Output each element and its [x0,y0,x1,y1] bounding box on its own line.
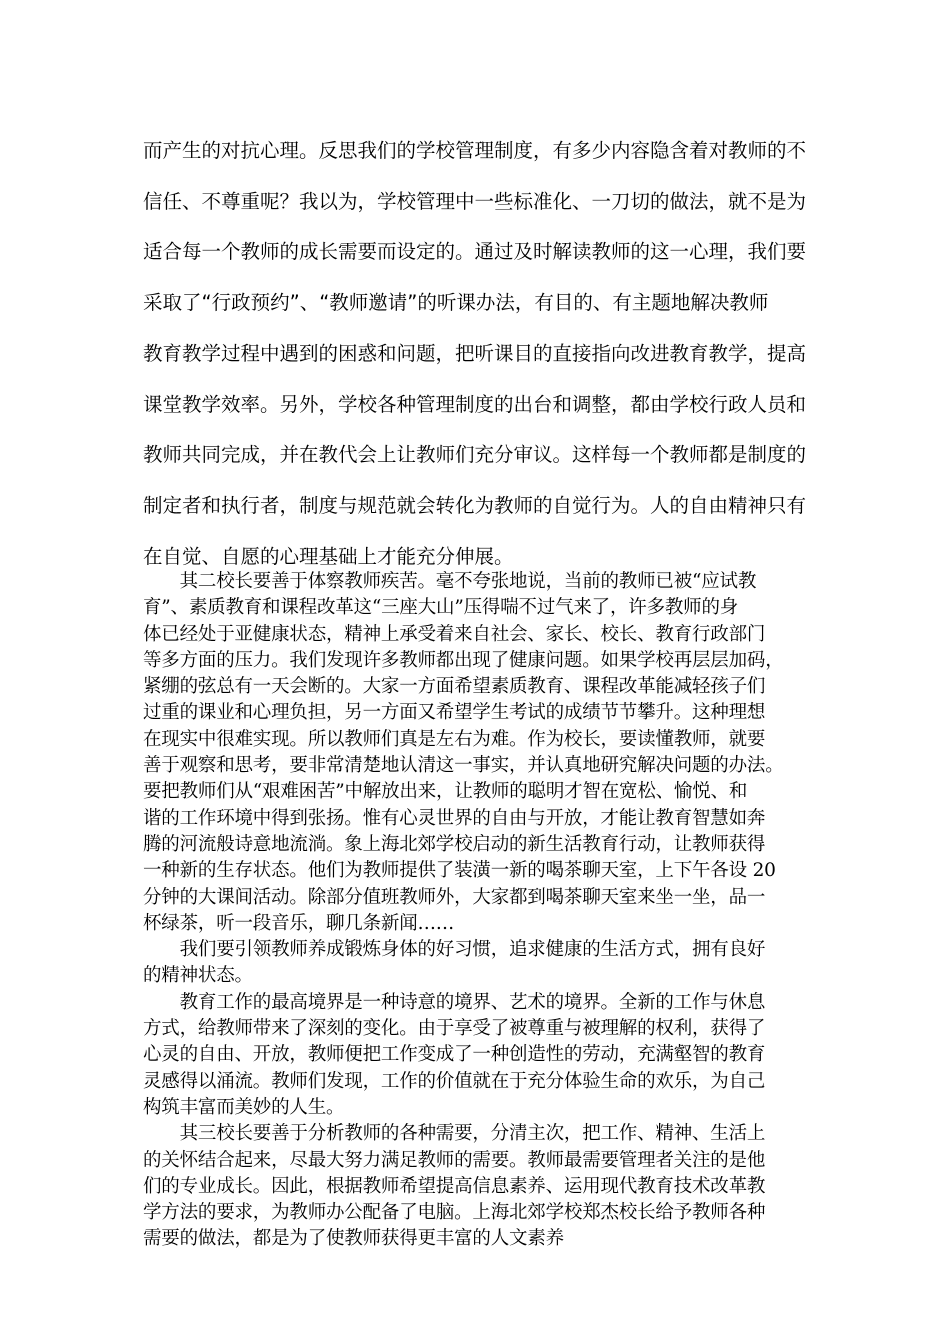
text-line: 腾的河流般诗意地流淌。象上海北郊学校启动的新生活教育行动，让教师获得 [143,833,766,855]
text-line: 适合每一个教师的成长需要而设定的。通过及时解读教师的这一心理，我们要 [143,240,807,264]
text-line: 的精神状态。 [143,965,253,987]
text-line: 的关怀结合起来，尽最大努力满足教师的需要。教师最需要管理者关注的是他 [143,1149,766,1171]
body-text-block [143,569,818,1253]
text-line: 制定者和执行者，制度与规范就会转化为教师的自觉行为。人的自由精神只有 [143,493,807,517]
text-line: 其三校长要善于分析教师的各种需要，分清主次，把工作、精神、生活上 [143,1123,766,1145]
text-line: 在现实中很难实现。所以教师们真是左右为难。作为校长，要读懂教师，就要 [143,728,766,750]
text-line: 构筑丰富而美妙的人生。 [143,1096,345,1118]
text-line: 课堂教学效率。另外，学校各种管理制度的出台和调整，都由学校行政人员和 [143,392,807,416]
text-line: 方式，给教师带来了深刻的变化。由于享受了被尊重与被理解的权利，获得了 [143,1018,766,1040]
text-line: 信任、不尊重呢？我以为，学校管理中一些标准化、一刀切的做法，就不是为 [143,189,807,213]
text-line: 心灵的自由、开放，教师便把工作变成了一种创造性的劳动，充满壑智的教育 [143,1044,766,1066]
text-line: 教育教学过程中遇到的困惑和问题，把听课目的直接指向改进教育教学，提高 [143,341,807,365]
text-line: 育”、素质教育和课程改革这“三座大山”压得喘不过气来了，许多教师的身 [143,597,739,619]
text-line: 要把教师们从“艰难困苦”中解放出来，让教师的聪明才智在宽松、愉悦、和 [143,781,748,803]
text-line: 紧绷的弦总有一天会断的。大家一方面希望素质教育、课程改革能减轻孩子们 [143,676,766,698]
text-line: 善于观察和思考，要非常清楚地认清这一事实，并认真地研究解决问题的办法。 [143,755,784,777]
text-line: 分钟的大课间活动。除部分值班教师外，大家都到喝茶聊天室来坐一坐，品一 [143,886,766,908]
text-line: 杯绿茶，听一段音乐，聊几条新闻…… [143,912,455,934]
text-line: 在自觉、自愿的心理基础上才能充分伸展。 [143,544,514,568]
text-line: 谐的工作环境中得到张扬。惟有心灵世界的自由与开放，才能让教育智慧如奔 [143,807,766,829]
text-line: 而产生的对抗心理。反思我们的学校管理制度，有多少内容隐含着对教师的不 [143,139,807,162]
text-line: 采取了“行政预约”、“教师邀请”的听课办法，有目的、有主题地解决教师 [143,291,769,315]
text-line: 需要的做法，都是为了使教师获得更丰富的人文素养 [143,1228,564,1250]
text-line: 等多方面的压力。我们发现许多教师都出现了健康问题。如果学校再层层加码， [143,649,784,671]
text-line: 其二校长要善于体察教师疾苦。毫不夸张地说，当前的教师已被“应试教 [143,571,757,592]
text-line: 们的专业成长。因此，根据教师希望提高信息素养、运用现代教育技术改革教 [143,1175,766,1197]
text-line: 学方法的要求，为教师办公配备了电脑。上海北郊学校郑杰校长给予教师各种 [143,1202,766,1224]
text-line: 过重的课业和心理负担，另一方面又希望学生考试的成绩节节攀升。这种理想 [143,702,766,724]
text-line: 教师共同完成，并在教代会上让教师们充分审议。这样每一个教师都是制度的 [143,443,807,467]
text-line: 灵感得以涌流。教师们发现，工作的价值就在于充分体验生命的欢乐，为自己 [143,1070,766,1092]
text-line: 一种新的生存状态。他们为教师提供了装潢一新的喝茶聊天室，上下午各设 20 [143,860,776,882]
top-text-block [143,126,813,582]
text-line: 体已经处于亚健康状态，精神上承受着来自社会、家长、校长、教育行政部门 [143,623,766,645]
text-line: 教育工作的最高境界是一种诗意的境界、艺术的境界。全新的工作与休息 [143,991,766,1013]
text-line: 我们要引领教师养成锻炼身体的好习惯，追求健康的生活方式，拥有良好 [143,939,766,961]
